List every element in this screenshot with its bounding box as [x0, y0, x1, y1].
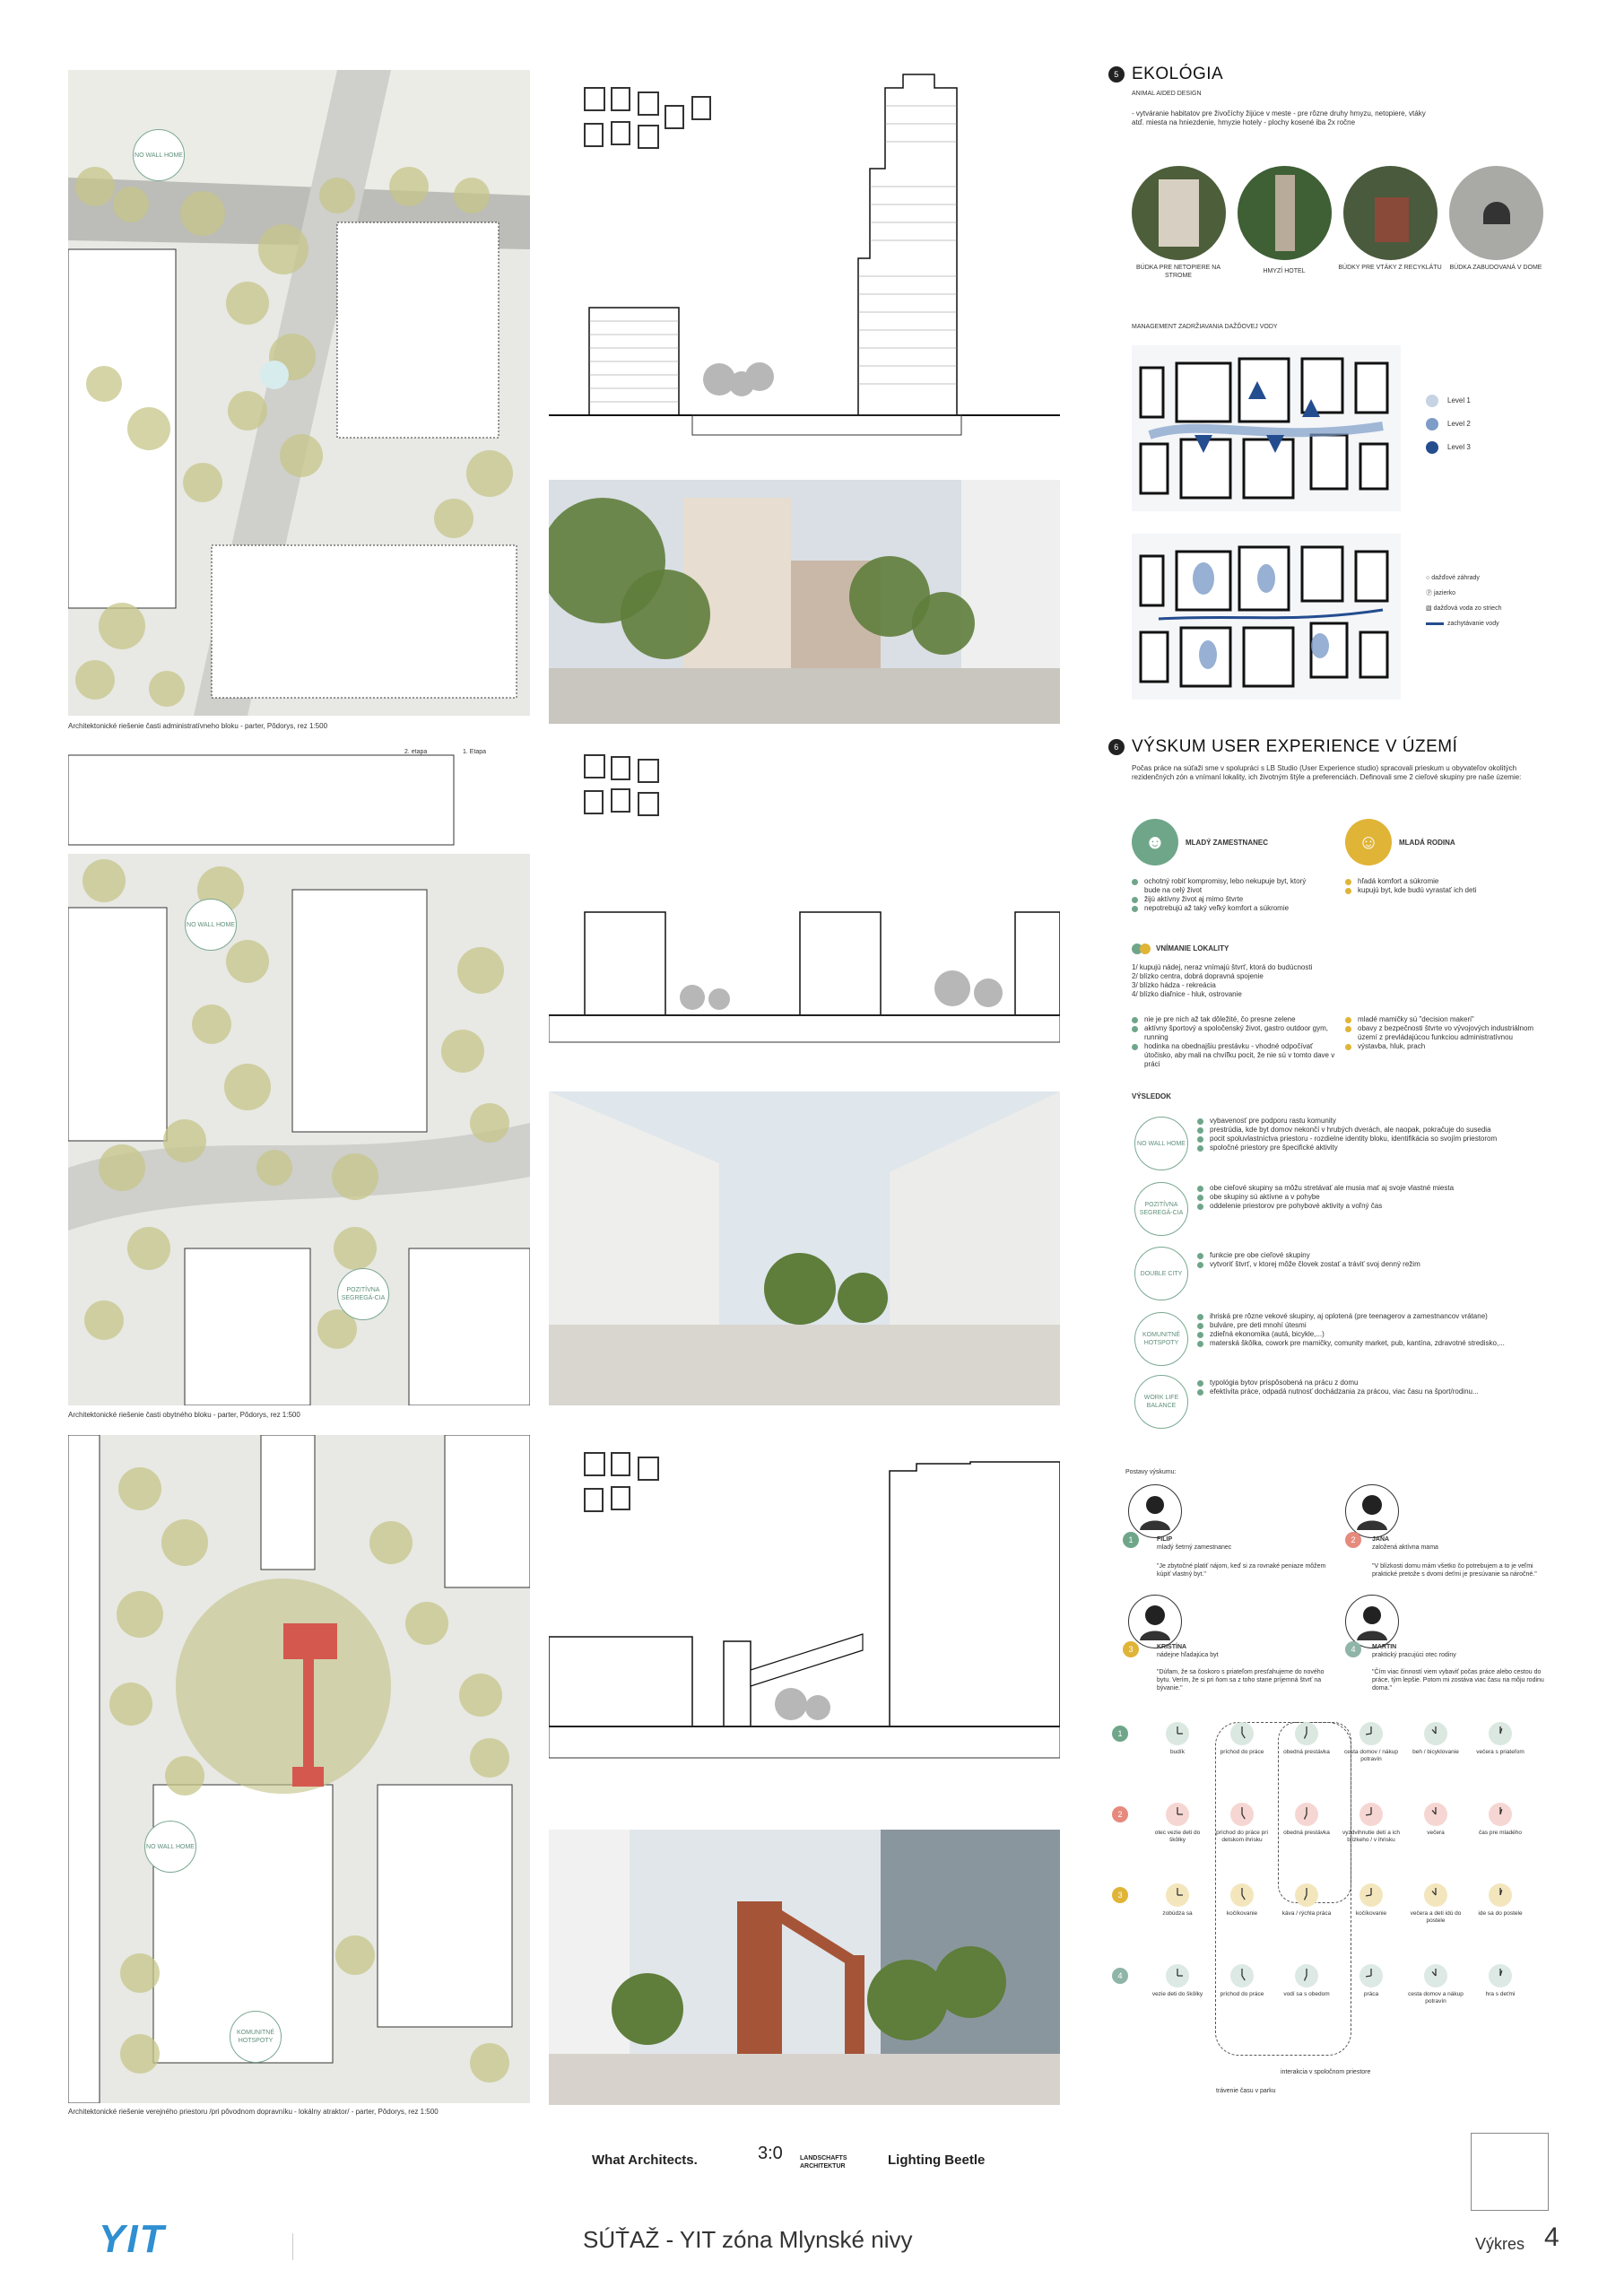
perception-title: VNÍMANIE LOKALITY [1132, 944, 1229, 954]
legend-roof-water: ▧ dažďová voda zo striech [1426, 605, 1502, 612]
bat-box-photo [1132, 166, 1226, 260]
schedule-note-interaction: interakcia v spoločnom priestore [1281, 2069, 1371, 2075]
persona-number-3: 3 [1123, 1641, 1139, 1657]
section-drawing-3 [549, 1435, 1060, 1812]
ux-heading: 6 VÝSKUM USER EXPERIENCE V ÚZEMÍ [1108, 737, 1457, 757]
stamp-box [1471, 2133, 1549, 2211]
partner-lighting-beetle: Lighting Beetle [888, 2152, 986, 2168]
clock-icon [1166, 1964, 1189, 1987]
plan-public-space [68, 1435, 530, 2103]
group2-points: hľadá komfort a súkromie kupujú byt, kde budú vyrastať ich deti [1345, 877, 1551, 895]
level-3-legend: Level 3 [1426, 441, 1560, 454]
clock-icon [1359, 1722, 1383, 1745]
partner-3-0: 3:0 [758, 2144, 783, 2163]
schedule-row-number: 1 [1112, 1726, 1128, 1742]
schedule-activity-label: večera a deti idú do postele [1410, 1910, 1462, 1924]
plan-caption-1: Architektonické riešenie časti administratívneho bloku - parter, Pôdorys, rez 1:500 [68, 722, 328, 730]
clock-icon [1489, 1964, 1512, 1987]
group1-points: ochotný robiť kompromisy, lebo nekupuje byt, ktorý bude na celý život žijú aktívny život aj mimo štvrte nepotrebujú až taký veľký komfort a súkromie [1132, 877, 1320, 913]
schedule-activity-label: príchod do práce pri detskom ihrisku [1216, 1830, 1268, 1843]
persona-martin: MARTIN praktický pracujúci otec rodiny [1372, 1644, 1456, 1658]
partner-landschaftsarchitektur: LANDSCHAFTS ARCHITEKTUR [800, 2155, 847, 2170]
group-young-employee: MLADÝ ZAMESTNANEC [1186, 839, 1268, 847]
schedule-activity-label: budík [1170, 1749, 1185, 1755]
no-wall-home-badge: NO WALL HOME [133, 129, 185, 181]
ecology-heading: 5 EKOLÓGIA [1108, 65, 1223, 84]
legend-rain-gardens: ○ dažďové záhrady [1426, 575, 1480, 581]
clock-icon [1489, 1883, 1512, 1907]
photo-label-bat-box: BÚDKA PRE NETOPIERE NA STROME [1135, 265, 1220, 279]
perception-list: 1/ kupujú nádej, neraz vnímajú štvrť, ktorá do budúcnosti 2/ blízko centra, dobrá dopravná spojenie 3/ blízko hádza - rekreácia 4/ blízko diaľnice - hluk, ostrovanie [1132, 963, 1313, 998]
schedule-activity-label: hra s deťmi [1485, 1991, 1516, 1997]
clock-icon [1166, 1722, 1189, 1745]
result-points-no-wall-home: vybavenosť pre podporu rastu komunity prestrúdia, kde byt domov nekončí v hrubých dverách, ale naopak, pokračuje do susedia pocit spoluvlastníctva priestoru - rozdielne identity bloku, identifikácia so svojím priestorom spoločné priestory pre špecifické aktivity [1197, 1117, 1556, 1152]
schedule-activity-label: večera s priateľom [1476, 1749, 1524, 1755]
schedule-activity-label: vyzdvihnutie detí a ich blízkeho / v ihrisku [1342, 1830, 1400, 1843]
ecology-subtitle: ANIMAL AIDED DESIGN [1132, 91, 1202, 97]
legend-capture: zachytávanie vody [1426, 620, 1533, 628]
photo-label-built-in-box: BÚDKA ZABUDOVANÁ V DOME [1449, 265, 1542, 271]
schedule-activity-label: káva / rýchla práca [1281, 1910, 1332, 1917]
clock-icon [1295, 1722, 1318, 1745]
clock-icon [1230, 1803, 1254, 1826]
ecology-text: - vytváranie habitatov pre živočíchy žijúce v meste - pre rôzne druhy hmyzu, netopiere, vtáky atď. miesta na hniezdenie, hmyzie hotely - plochy kosené iba 2x ročne [1132, 109, 1426, 126]
water-legend-2 [1426, 574, 1533, 628]
group-young-family: MLADÁ RODINA [1399, 839, 1455, 847]
community-hotspots-badge: KOMUNITNÉ HOTSPOTY [230, 2011, 282, 2063]
avatar-martin [1345, 1595, 1399, 1648]
clock-icon [1424, 1883, 1447, 1907]
persona-number-4: 4 [1345, 1641, 1361, 1657]
clock-icon [1230, 1722, 1254, 1745]
schedule-row-number: 3 [1112, 1887, 1128, 1903]
schedule-grid [1112, 1722, 1560, 2081]
quote-jana: "V blízkosti domu mám všetko čo potrebujem a to je veľmi praktické pretože s dvomi deťmi je presúvanie sa náročné." [1372, 1563, 1537, 1578]
schedule-activity-label: príchod do práce [1220, 1991, 1264, 1997]
schedule-activity-label: kočíkovanie [1226, 1910, 1258, 1917]
yit-logo: YIT [99, 2217, 166, 2261]
clock-icon [1230, 1883, 1254, 1907]
schedule-activity-label: vezie deti do škôlky [1151, 1991, 1203, 1997]
schedule-note-park: trávenie času v parku [1216, 2088, 1276, 2094]
schedule-activity-label: obedná prestávka [1283, 1749, 1330, 1755]
ux-intro: Počas práce na súťaži sme v spolupráci s LB Studio (User Experience studio) spracovali prieskum u obyvateľov okolitých rezidenčných zón a vnímaní lokality, ich životným štýle a preferenciách. Definovali sme 2 cieľové skupiny pre naše územie: [1132, 764, 1522, 781]
schedule-row-number: 4 [1112, 1968, 1128, 1984]
persona-number-2: 2 [1345, 1532, 1361, 1548]
avatar-filip [1128, 1484, 1182, 1538]
schedule-activity-label: beh / bicyklovanie [1412, 1749, 1459, 1755]
persona-filip: FILIP mladý šetrný zamestnanec [1157, 1536, 1232, 1551]
result-points-double-city: funkcie pre obe cieľové skupiny vytvoriť štvrť, v ktorej môže človek zostať a tráviť svoj denný režim [1197, 1251, 1556, 1269]
persona-number-1: 1 [1123, 1532, 1139, 1548]
clock-icon [1166, 1883, 1189, 1907]
group1-more: nie je pre nich až tak dôležité, čo presne zelene aktívny športový a spoločenský život, gastro outdoor gym, running hodinka na obednajšiu prestávku - vhodné odpočívať útočisko, aby mali na chvíľku pocit, že nie sú v tomto dave v práci [1132, 1015, 1338, 1069]
plan-caption-3: Architektonické riešenie verejného priestoru /pri pôvodnom dopravníku - lokálny atraktor/ - parter, Pôdorys, rez 1:500 [68, 2108, 439, 2116]
schedule-activity-label: čas pre mladého [1478, 1830, 1523, 1836]
schedule-activity-label: obedná prestávka [1283, 1830, 1330, 1836]
no-wall-home-badge: NO WALL HOME [144, 1821, 196, 1873]
plan-residential-block [68, 746, 530, 1405]
clock-icon [1359, 1803, 1383, 1826]
result-badge-no-wall-home: NO WALL HOME [1134, 1117, 1188, 1170]
render-public-space [549, 1830, 1060, 2105]
clock-icon [1489, 1722, 1512, 1745]
clock-icon [1359, 1883, 1383, 1907]
personas-title: Postavy výskumu: [1125, 1469, 1177, 1475]
level-2-legend: Level 2 [1426, 418, 1560, 430]
persona-kristina: KRISTÍNA nádejne hľadajúca byt [1157, 1644, 1219, 1658]
schedule-activity-label: práca [1363, 1991, 1379, 1997]
schedule-activity-label: vodí sa s obedom [1283, 1991, 1330, 1997]
built-in-box-photo [1449, 166, 1543, 260]
render-residential-street [549, 1091, 1060, 1405]
schedule-activity-label: zobúdza sa [1162, 1910, 1193, 1917]
schedule-row-number: 2 [1112, 1806, 1128, 1822]
positive-segregation-badge: POZITÍVNA SEGREGÁ-CIA [337, 1268, 389, 1320]
clock-icon [1359, 1964, 1383, 1987]
avatar-jana [1345, 1484, 1399, 1538]
avatar-kristina [1128, 1595, 1182, 1648]
results-title: VÝSLEDOK [1132, 1092, 1172, 1100]
legend-pond: Ⓟ jazierko [1426, 590, 1456, 596]
schedule-activity-label: otec vezie deti do škôlky [1154, 1830, 1201, 1843]
water-diagram-2 [1132, 534, 1401, 700]
bird-box-photo [1343, 166, 1438, 260]
clock-icon [1424, 1964, 1447, 1987]
result-badge-positive-segregation: POZITÍVNA SEGREGÁ-CIA [1134, 1182, 1188, 1236]
quote-filip: "Je zbytočné platiť nájom, keď si za rovnaké peniaze môžem kúpiť vlastný byt." [1157, 1563, 1326, 1578]
clock-icon [1489, 1803, 1512, 1826]
section-drawing-1 [549, 70, 1060, 438]
footer-title: SÚŤAŽ - YIT zóna Mlynské nivy [583, 2226, 913, 2253]
result-badge-work-life-balance: WORK LIFE BALANCE [1134, 1375, 1188, 1429]
clock-icon [1424, 1722, 1447, 1745]
schedule-activity-label: cesta domov / nákup potravín [1344, 1749, 1398, 1762]
result-badge-double-city: DOUBLE CITY [1134, 1247, 1188, 1300]
water-diagram-1 [1132, 345, 1401, 511]
stage-label-2: 2. etapa [404, 749, 428, 755]
quote-kristina: "Dúfam, že sa čoskoro s priateľom presťahujeme do nového bytu. Verím, že si pri ňom sa z toho stane príjemná štvrť na bývanie." [1157, 1669, 1325, 1692]
result-points-positive-segregation: obe cieľové skupiny sa môžu stretávať ale musia mať aj svoje vlastné miesta obe skupiny sú aktívne a v pohybe oddelenie priestorov pre pohybové aktivity a voľný čas [1197, 1184, 1556, 1211]
persona-jana: JANA založená aktívna mama [1372, 1536, 1438, 1551]
result-points-work-life-balance: typológia bytov prispôsobená na prácu z domu efektívita práce, odpadá nutnosť dochádzania za prácou, viac času na šport/rodinu... [1197, 1378, 1556, 1396]
clock-icon [1166, 1803, 1189, 1826]
group2-more: mladé mamičky sú "decision makeri" obavy z bezpečnosti štvrte vo vývojových industriálnom území z prevládajúcou funkciou administratívnou výstavba, hluk, prach [1345, 1015, 1551, 1051]
photo-label-bird-box: BÚDKY PRE VTÁKY Z RECYKLÁTU [1338, 265, 1442, 271]
clock-icon [1295, 1883, 1318, 1907]
plan-caption-2: Architektonické riešenie časti obytného bloku - parter, Pôdorys, rez 1:500 [68, 1411, 300, 1419]
schedule-activity-label: večera [1427, 1830, 1445, 1836]
schedule-activity-label: kočíkovanie [1355, 1910, 1387, 1917]
no-wall-home-badge: NO WALL HOME [185, 899, 237, 951]
sheet-label: Výkres [1475, 2235, 1525, 2253]
schedule-activity-label: príchod do práce [1220, 1749, 1264, 1755]
level-1-legend: Level 1 [1426, 395, 1560, 407]
water-management-title: MANAGEMENT ZADRŽIAVANIA DAŽĎOVEJ VODY [1132, 324, 1278, 330]
result-badge-community-hotspots: KOMUNITNÉ HOTSPOTY [1134, 1312, 1188, 1366]
schedule-activity-label: cesta domov a nákup potravín [1408, 1991, 1464, 2005]
partner-what-architects: What Architects. [592, 2152, 698, 2168]
clock-icon [1424, 1803, 1447, 1826]
stage-label-1: 1. Etapa [463, 749, 487, 755]
quote-martin: "Čím viac činností viem vybaviť počas práce alebo cestou do práce, tým lepšie. Potom mi zostáva viac času na môju rodinu doma." [1372, 1669, 1544, 1692]
clock-icon [1230, 1964, 1254, 1987]
schedule-activity-label: ide sa do postele [1478, 1910, 1523, 1917]
photo-label-insect-hotel: HMYZÍ HOTEL [1263, 268, 1306, 274]
clock-icon [1295, 1964, 1318, 1987]
clock-icon [1295, 1803, 1318, 1826]
insect-hotel-photo [1238, 166, 1332, 260]
young-family-icon: ☺ [1345, 819, 1392, 865]
section-drawing-2 [549, 746, 1060, 1069]
water-legend-1 [1426, 395, 1560, 454]
sheet-number: 4 [1544, 2222, 1559, 2252]
render-admin-street [549, 480, 1060, 724]
plan-admin-block [68, 70, 530, 716]
young-employee-icon: ☻ [1132, 819, 1178, 865]
footer-divider [292, 2233, 293, 2260]
result-points-community-hotspots: ihriská pre rôzne vekové skupiny, aj oplotená (pre teenagerov a zamestnancov vrátane) bulváre, pre deti mnohí útesmi zdieľná ekonomika (autá, bicykle,...) materská škôlka, cowork pre mamičky, comunity market, pub, kantína, zdravotné stredisko,... [1197, 1312, 1556, 1348]
